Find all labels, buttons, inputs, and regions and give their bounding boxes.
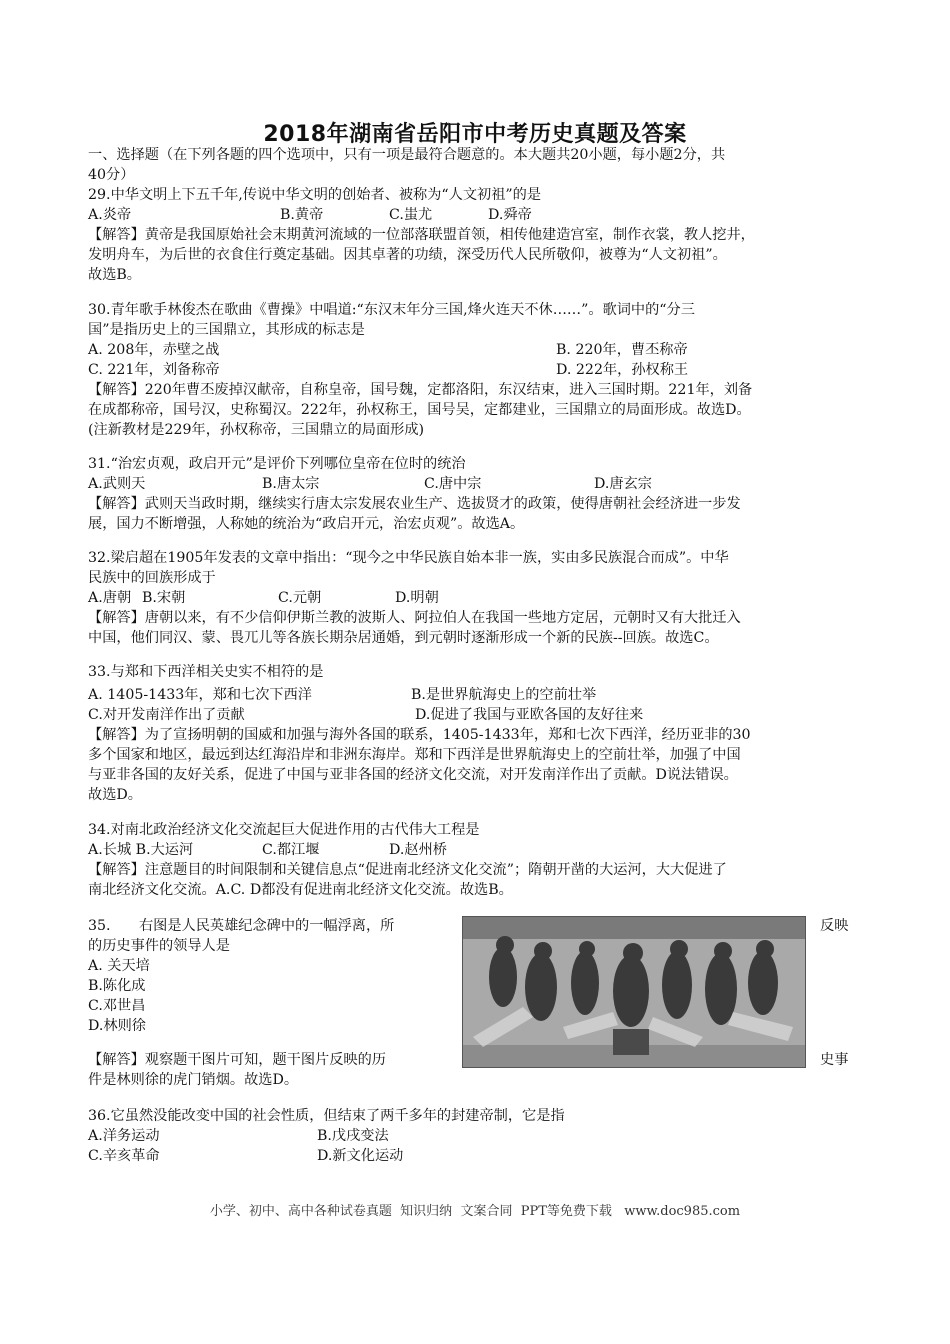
q31-option-c: C.唐中宗: [424, 476, 482, 492]
q33-answer: 【解答】为了宣扬明朝的国威和加强与海外各国的联系，1405-1433年，郑和七次下西洋，经历亚非的30: [88, 727, 751, 743]
q35-answer-cont: 件是林则徐的虎门销烟。故选D。: [88, 1072, 299, 1088]
q29-answer-cont: 发明舟车，为后世的衣食住行奠定基础。因其卓著的功绩，深受历代人民所敬仰，被尊为“人文初祖”。: [88, 247, 727, 263]
q32-answer-cont: 中国，他们同汉、蒙、畏兀儿等各族长期杂居通婚，到元朝时逐渐形成一个新的民族--回族。故选C。: [88, 630, 719, 646]
q36-option-a: A.洋务运动: [88, 1128, 160, 1144]
q36-option-d: D.新文化运动: [317, 1148, 404, 1164]
question-35-right: 反映: [820, 918, 849, 934]
section-instruction: 一、选择题（在下列各题的四个选项中，只有一项是最符合题意的。本大题共20小题，每小题2分，共: [88, 147, 726, 163]
question-31: 31.“治宏贞观，政启开元”是评价下列哪位皇帝在位时的统治: [88, 456, 466, 472]
q30-answer: 【解答】220年曹丕废掉汉献帝，自称皇帝，国号魏，定都洛阳，东汉结束，进入三国时期。221年，刘备: [88, 382, 753, 398]
q30-answer-cont: 在成都称帝，国号汉，史称蜀汉。222年，孙权称王，国号吴，定都建业，三国鼎立的局面形成。故选D。: [88, 402, 751, 418]
q34-option-ab: A.长城 B.大运河: [88, 842, 194, 858]
q29-answer: 【解答】黄帝是我国原始社会末期黄河流域的一位部落联盟首领，相传他建造宫室，制作衣裳，教人挖井，: [88, 227, 755, 243]
section-instruction-cont: 40分）: [88, 167, 135, 183]
question-29: 29.中华文明上下五千年,传说中华文明的创始者、被称为“人文初祖”的是: [88, 187, 542, 203]
q29-option-b: B.黄帝: [280, 207, 324, 223]
q33-option-d: D.促进了我国与亚欧各国的友好往来: [415, 707, 644, 723]
q31-option-b: B.唐太宗: [262, 476, 320, 492]
q30-note: (注新教材是229年，孙权称帝，三国鼎立的局面形成): [88, 422, 425, 438]
q31-answer: 【解答】武则天当政时期，继续实行唐太宗发展农业生产、选拔贤才的政策，使得唐朝社会经济进一步发: [88, 496, 741, 512]
question-30: 30.青年歌手林俊杰在歌曲《曹操》中唱道:“东汉末年分三国,烽火连天不休……”。歌词中的“分三: [88, 302, 695, 318]
question-34: 34.对南北政治经济文化交流起巨大促进作用的古代伟大工程是: [88, 822, 480, 838]
q34-answer: 【解答】注意题目的时间限制和关键信息点“促进南北经济文化交流”；隋朝开凿的大运河，大大促进了: [88, 862, 727, 878]
q31-answer-cont: 展，国力不断增强，人称她的统治为“政启开元，治宏贞观”。故选A。: [88, 516, 525, 532]
question-36: 36.它虽然没能改变中国的社会性质，但结束了两千多年的封建帝制，它是指: [88, 1108, 565, 1124]
question-32: 32.梁启超在1905年发表的文章中指出：“现今之中华民族自始本非一族，实由多民族混合而成”。中华: [88, 550, 729, 566]
question-32-cont: 民族中的回族形成于: [88, 570, 216, 586]
q36-option-b: B.戊戌变法: [317, 1128, 389, 1144]
q35-answer-right: 史事: [820, 1052, 849, 1068]
q32-option-b: B.宋朝: [142, 590, 186, 606]
q32-option-a: A.唐朝: [88, 590, 132, 606]
q32-answer: 【解答】唐朝以来，有不少信仰伊斯兰教的波斯人、阿拉伯人在我国一些地方定居，元朝时又有大批迁入: [88, 610, 741, 626]
q33-answer-choice: 故选D。: [88, 787, 142, 803]
q33-option-a: A. 1405-1433年，郑和七次下西洋: [88, 687, 312, 703]
q30-option-d: D. 222年，孙权称王: [556, 362, 689, 378]
question-35-cont: 的历史事件的领导人是: [88, 938, 230, 954]
question-30-cont: 国”是指历史上的三国鼎立，其形成的标志是: [88, 322, 365, 338]
question-35: 35. 右图是人民英雄纪念碑中的一幅浮离，所: [88, 918, 395, 934]
question-33: 33.与郑和下西洋相关史实不相符的是: [88, 664, 324, 680]
q35-answer: 【解答】观察题干图片可知，题干图片反映的历: [88, 1052, 386, 1068]
q33-answer-cont-2: 与亚非各国的友好关系，促进了中国与亚非各国的经济文化交流，对开发南洋作出了贡献。D说法错误。: [88, 767, 738, 783]
q32-option-c: C.元朝: [278, 590, 322, 606]
q29-answer-choice: 故选B。: [88, 267, 141, 283]
q29-option-c: C.蚩尤: [389, 207, 433, 223]
relief-sculpture-image: [462, 916, 806, 1068]
q30-option-a: A. 208年，赤壁之战: [88, 342, 220, 358]
q32-option-d: D.明朝: [395, 590, 439, 606]
q34-answer-cont: 南北经济文化交流。A.C. D都没有促进南北经济文化交流。故选B。: [88, 882, 513, 898]
q35-option-d: D.林则徐: [88, 1018, 146, 1034]
q34-option-c: C.都江堰: [262, 842, 320, 858]
q33-option-c: C.对开发南洋作出了贡献: [88, 707, 245, 723]
q31-option-a: A.武则天: [88, 476, 146, 492]
q30-option-c: C. 221年，刘备称帝: [88, 362, 220, 378]
q33-option-b: B.是世界航海史上的空前壮举: [411, 687, 597, 703]
q31-option-d: D.唐玄宗: [594, 476, 652, 492]
q29-option-d: D.舜帝: [488, 207, 532, 223]
relief-illustration: [463, 917, 805, 1067]
page-footer: 小学、初中、高中各种试卷真题 知识归纳 文案合同 PPT等免费下载 www.doc985.com: [209, 1204, 741, 1219]
q33-answer-cont-1: 多个国家和地区，最远到达红海沿岸和非洲东海岸。郑和下西洋是世界航海史上的空前壮举，加强了中国: [88, 747, 741, 763]
q35-option-a: A. 关天培: [88, 958, 150, 974]
q30-option-b: B. 220年，曹丕称帝: [556, 342, 688, 358]
document-title: 2018年湖南省岳阳市中考历史真题及答案: [263, 122, 687, 147]
q34-option-d: D.赵州桥: [389, 842, 447, 858]
q36-option-c: C.辛亥革命: [88, 1148, 160, 1164]
q29-option-a: A.炎帝: [88, 207, 132, 223]
q35-option-b: B.陈化成: [88, 978, 146, 994]
q35-option-c: C.邓世昌: [88, 998, 146, 1014]
